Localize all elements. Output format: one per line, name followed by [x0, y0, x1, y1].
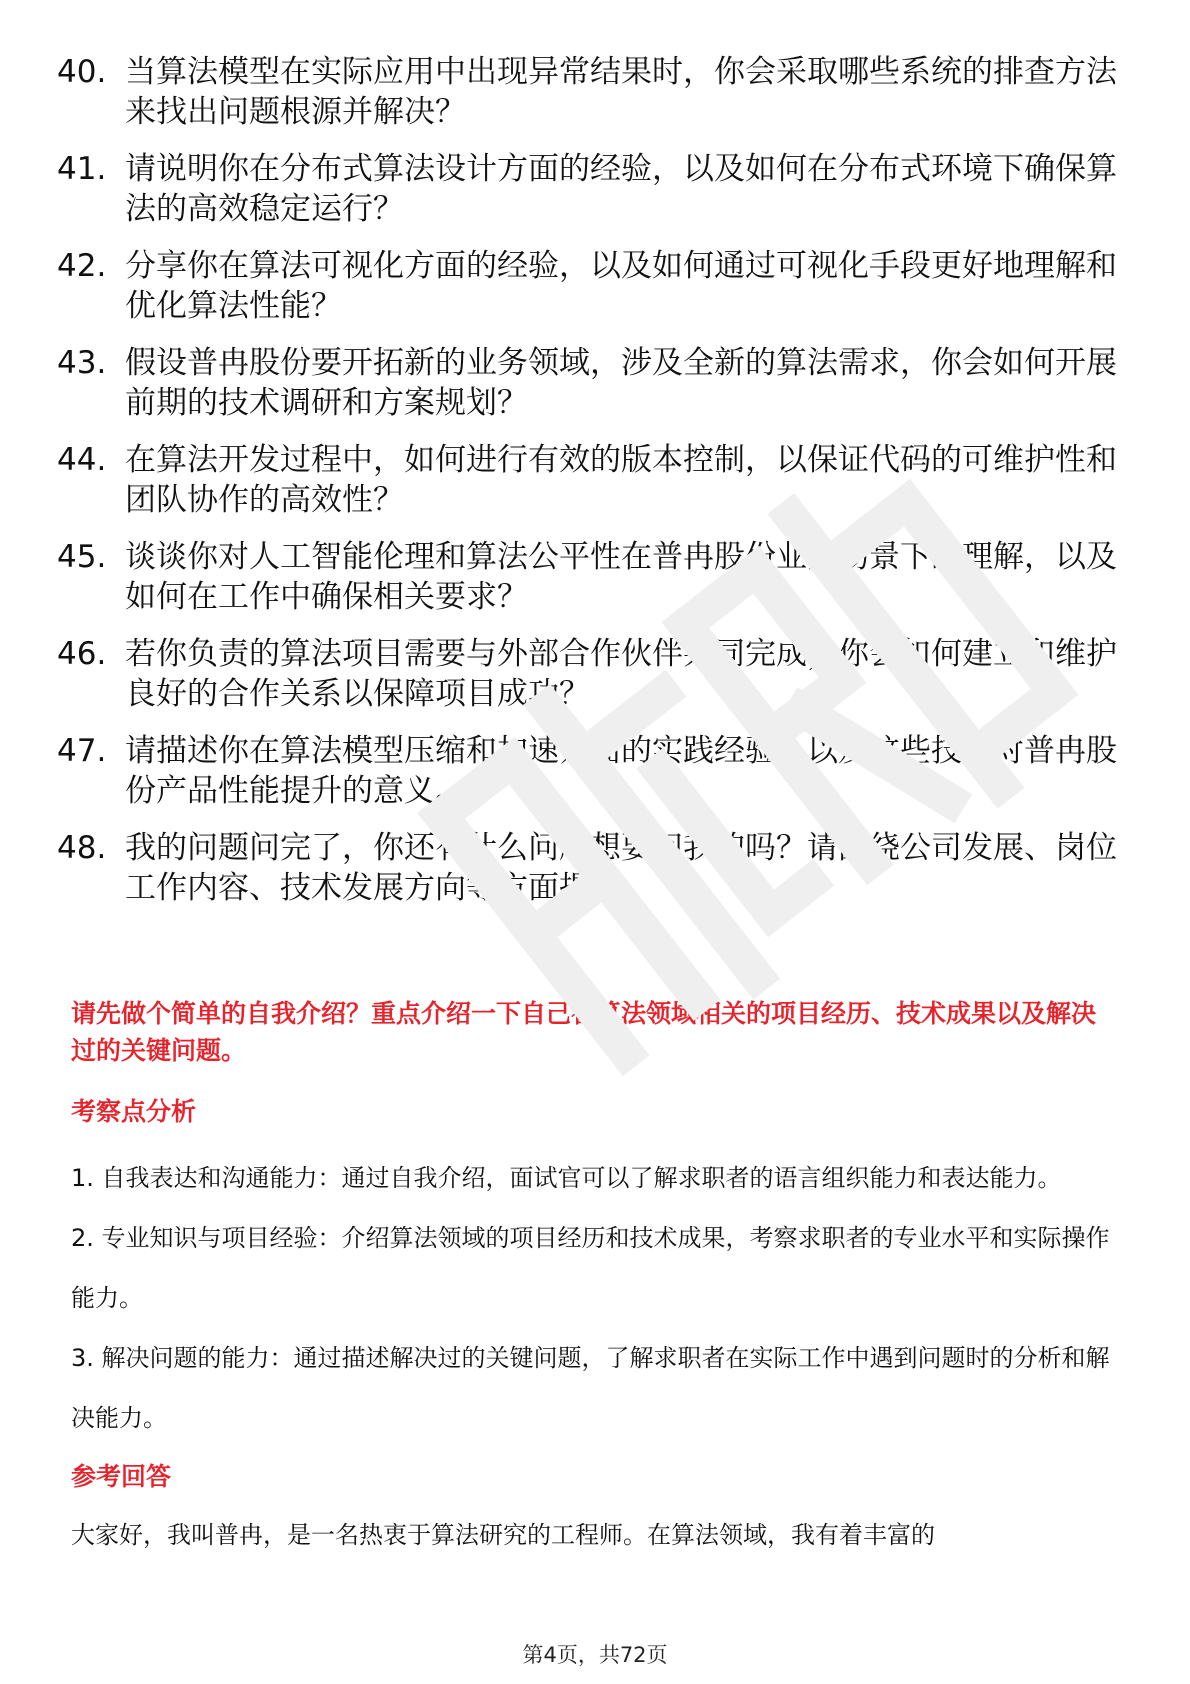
question-item: [57, 246, 1117, 326]
analysis-item: 2. 专业知识与项目经验：介绍算法领域的项目经历和技术成果，考察求职者的专业水平和实际操作能力。: [71, 1224, 1110, 1312]
question-item: [57, 731, 1117, 811]
question-number: 44.: [57, 442, 107, 478]
answer-heading: 参考回答: [71, 1462, 172, 1491]
analysis-item: 1. 自我表达和沟通能力：通过自我介绍，面试官可以了解求职者的语言组织能力和表达能力。: [71, 1164, 1062, 1192]
question-item: [57, 149, 1117, 229]
question-text: 当算法模型在实际应用中出现异常结果时，你会采取哪些系统的排查方法来找出问题根源并解决？: [125, 54, 1117, 130]
analysis-list: [71, 1148, 1117, 1448]
question-number: 48.: [57, 830, 107, 866]
question-text: 若你负责的算法项目需要与外部合作伙伴共同完成，你会如何建立和维护良好的合作关系以保障项目成功？: [125, 636, 1117, 712]
question-number: 46.: [57, 636, 107, 672]
question-text: 假设普冉股份要开拓新的业务领域，涉及全新的算法需求，你会如何开展前期的技术调研和方案规划？: [125, 345, 1117, 421]
question-text: 谈谈你对人工智能伦理和算法公平性在普冉股份业务场景下的理解，以及如何在工作中确保相关要求？: [125, 539, 1117, 615]
question-text: 在算法开发过程中，如何进行有效的版本控制，以保证代码的可维护性和团队协作的高效性？: [125, 442, 1117, 518]
question-item: [57, 828, 1117, 908]
question-text: 请描述你在算法模型压缩和加速方面的实践经验，以及这些技术对普冉股份产品性能提升的意义。: [125, 733, 1117, 809]
question-number: 42.: [57, 248, 107, 284]
question-text: 请说明你在分布式算法设计方面的经验，以及如何在分布式环境下确保算法的高效稳定运行？: [125, 151, 1117, 227]
question-text: 分享你在算法可视化方面的经验，以及如何通过可视化手段更好地理解和优化算法性能？: [125, 248, 1117, 324]
question-item: [57, 440, 1117, 520]
question-item: [57, 537, 1117, 617]
analysis-item: 3. 解决问题的能力：通过描述解决过的关键问题，了解求职者在实际工作中遇到问题时的分析和解决能力。: [71, 1344, 1110, 1432]
question-number: 41.: [57, 151, 107, 187]
question-item: [57, 634, 1117, 714]
answer-text: 大家好，我叫普冉，是一名热衷于算法研究的工程师。在算法领域，我有着丰富的: [71, 1521, 935, 1549]
question-number: 47.: [57, 733, 107, 769]
question-list: [57, 52, 1117, 925]
question-item: [57, 52, 1117, 132]
question-number: 45.: [57, 539, 107, 575]
highlight-question: 请先做个简单的自我介绍？重点介绍一下自己在算法领域相关的项目经历、技术成果以及解决过的关键问题。: [71, 999, 1097, 1065]
page-footer: 第4页，共72页: [522, 1643, 668, 1667]
question-item: [57, 343, 1117, 423]
question-number: 40.: [57, 54, 107, 90]
question-number: 43.: [57, 345, 107, 381]
analysis-heading: 考察点分析: [71, 1097, 197, 1126]
question-text: 我的问题问完了，你还有什么问题想要问我的吗？请围绕公司发展、岗位工作内容、技术发展方向等方面提问。: [125, 830, 1117, 906]
